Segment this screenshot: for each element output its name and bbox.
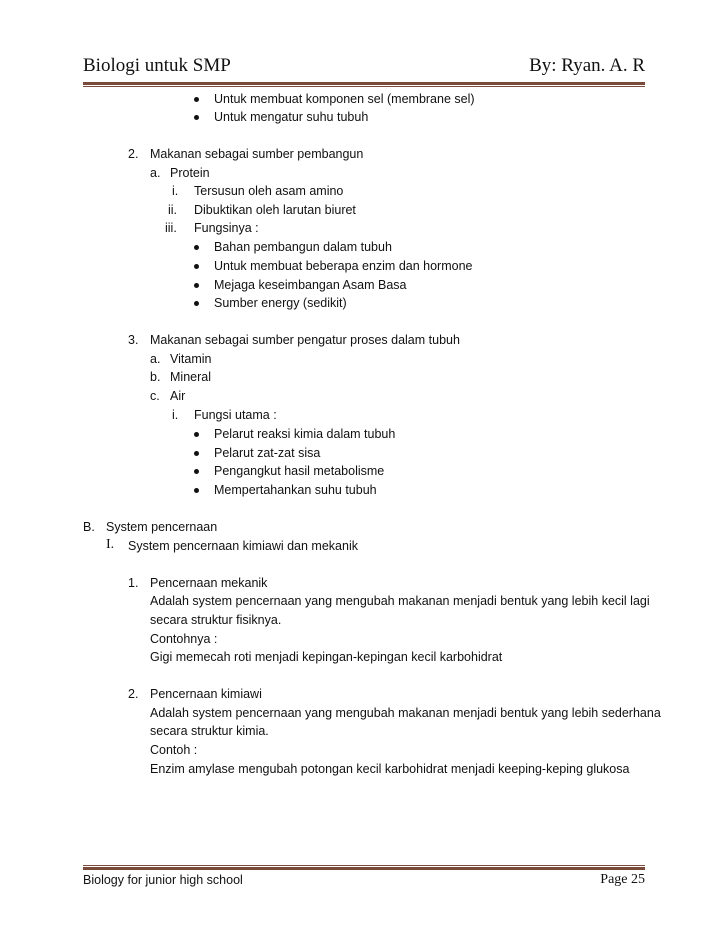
list-number: i. — [172, 408, 179, 422]
section-number: B. — [83, 520, 95, 534]
list-number: b. — [150, 370, 161, 384]
list-item: Fungsinya : — [194, 221, 259, 235]
bullet-dot — [194, 283, 199, 288]
list-item: Bahan pembangun dalam tubuh — [214, 240, 392, 254]
paragraph-line: secara struktur kimia. — [150, 724, 269, 738]
section-heading: System pencernaan — [106, 520, 218, 534]
bullet-dot — [194, 488, 199, 493]
paragraph-line: Gigi memecah roti menjadi kepingan-kepingan kecil karbohidrat — [150, 650, 503, 664]
bullet-dot — [194, 264, 199, 269]
list-item: Pelarut zat-zat sisa — [214, 446, 321, 460]
list-item: Makanan sebagai sumber pengatur proses dalam tubuh — [150, 333, 460, 347]
list-number: a. — [150, 352, 161, 366]
list-item: System pencernaan kimiawi dan mekanik — [128, 539, 358, 553]
list-item: Pelarut reaksi kimia dalam tubuh — [214, 427, 396, 441]
paragraph-line: secara struktur fisiknya. — [150, 613, 282, 627]
list-item: Mineral — [170, 370, 211, 384]
list-item: Pencernaan mekanik — [150, 576, 268, 590]
header-rule — [83, 82, 645, 85]
list-item: Mejaga keseimbangan Asam Basa — [214, 278, 407, 292]
list-item: Sumber energy (sedikit) — [214, 296, 347, 310]
list-number: I. — [106, 537, 115, 552]
footer-title: Biology for junior high school — [83, 873, 243, 887]
paragraph-line: Contoh : — [150, 743, 198, 757]
list-number: 2. — [128, 687, 139, 701]
list-item: Makanan sebagai sumber pembangun — [150, 147, 364, 161]
bullet-dot — [194, 451, 199, 456]
paragraph-line: Contohnya : — [150, 632, 218, 646]
list-number: 3. — [128, 333, 139, 347]
bullet-dot — [194, 245, 199, 250]
bullet-dot — [194, 469, 199, 474]
header-rule-thin — [83, 86, 645, 87]
list-item: Mempertahankan suhu tubuh — [214, 483, 377, 497]
bullet-dot — [194, 97, 199, 102]
list-number: 2. — [128, 147, 139, 161]
bullet-dot — [194, 432, 199, 437]
bullet-dot — [194, 301, 199, 306]
header-title: Biologi untuk SMP — [83, 55, 231, 76]
paragraph-line: Enzim amylase mengubah potongan kecil karbohidrat menjadi keeping-keping glukosa — [150, 762, 630, 776]
list-item: Fungsi utama : — [194, 408, 277, 422]
list-item: Untuk membuat komponen sel (membrane sel) — [214, 92, 475, 106]
list-number: a. — [150, 166, 161, 180]
list-number: ii. — [168, 203, 178, 217]
list-item: Vitamin — [170, 352, 212, 366]
list-item: Untuk mengatur suhu tubuh — [214, 110, 369, 124]
list-item: Protein — [170, 166, 210, 180]
list-number: 1. — [128, 576, 139, 590]
list-item: Pencernaan kimiawi — [150, 687, 262, 701]
list-item: Dibuktikan oleh larutan biuret — [194, 203, 356, 217]
paragraph-line: Adalah system pencernaan yang mengubah makanan menjadi bentuk yang lebih sederhana — [150, 706, 661, 720]
header-author: By: Ryan. A. R — [529, 55, 645, 76]
list-item: Tersusun oleh asam amino — [194, 184, 344, 198]
page-number: Page 25 — [600, 872, 645, 887]
page-header — [83, 55, 645, 85]
list-number: c. — [150, 389, 160, 403]
paragraph-line: Adalah system pencernaan yang mengubah makanan menjadi bentuk yang lebih kecil lagi — [150, 594, 650, 608]
footer-rule-thin — [83, 865, 645, 866]
list-item: Air — [170, 389, 186, 403]
bullet-dot — [194, 115, 199, 120]
footer-rule — [83, 867, 645, 870]
list-number: iii. — [165, 221, 177, 235]
list-item: Pengangkut hasil metabolisme — [214, 464, 385, 478]
list-number: i. — [172, 184, 179, 198]
list-item: Untuk membuat beberapa enzim dan hormone — [214, 259, 473, 273]
